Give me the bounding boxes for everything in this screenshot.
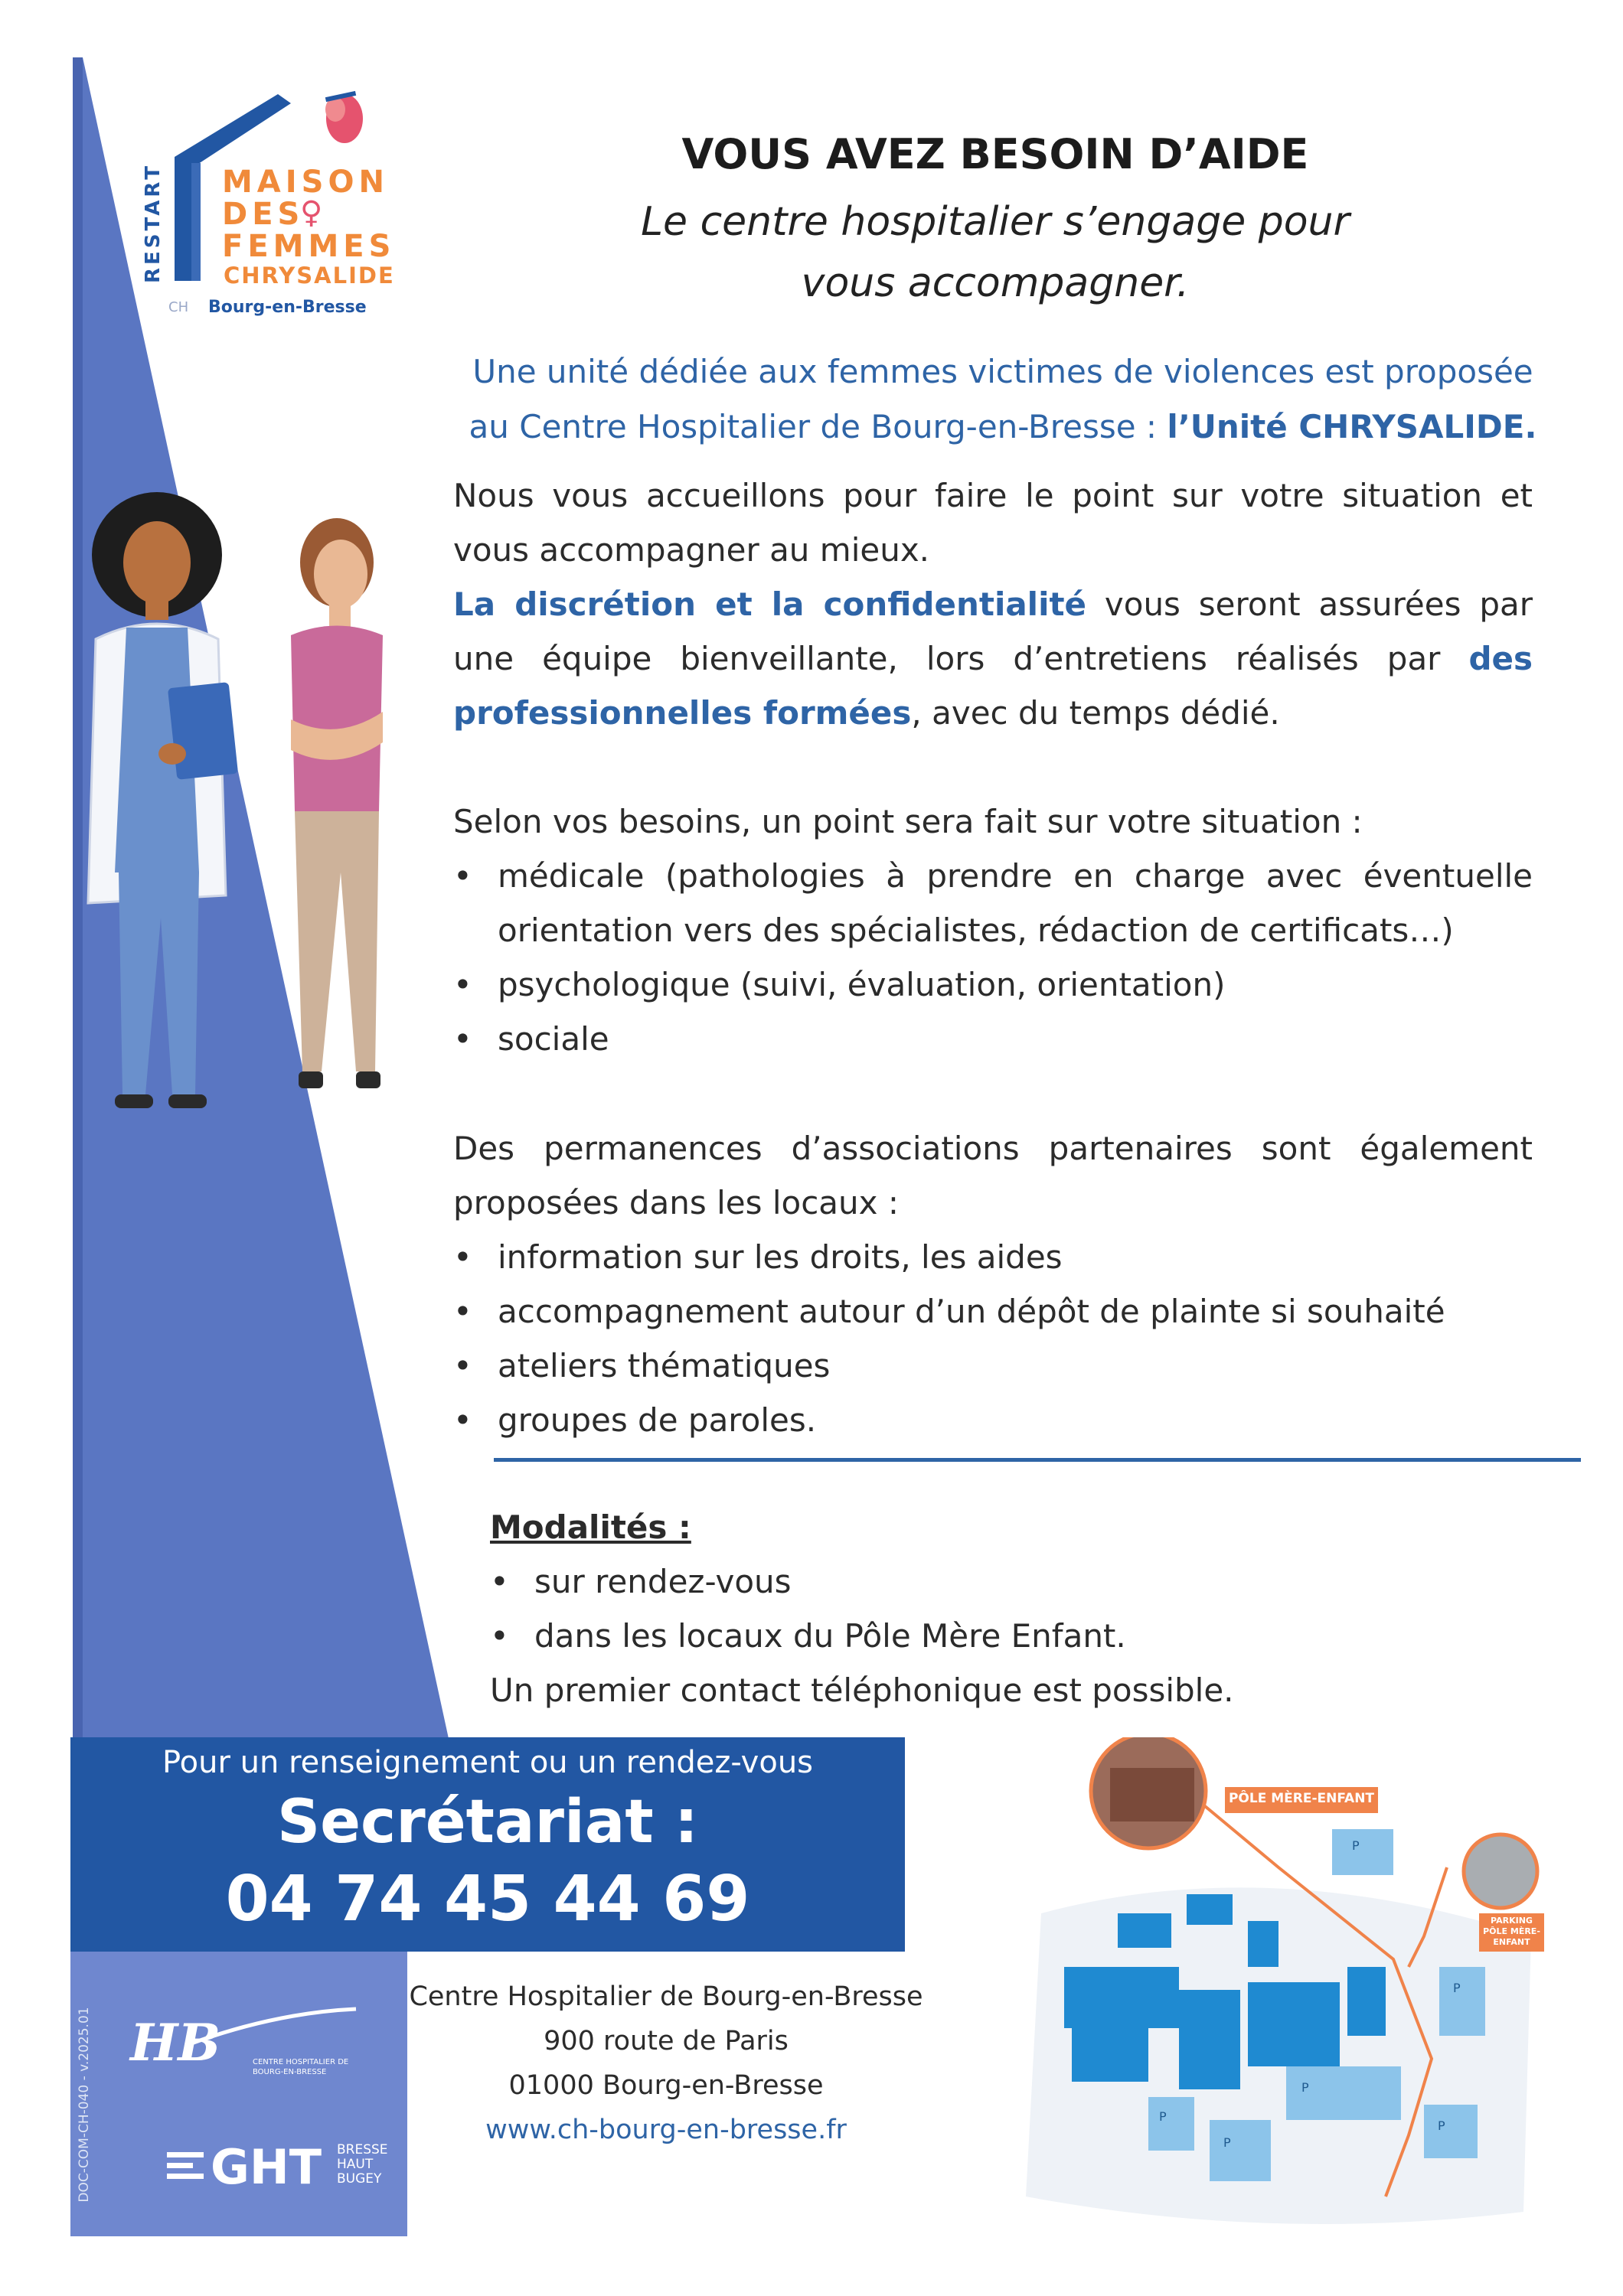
modalities-list <box>490 1554 1577 1663</box>
contact-box <box>70 1737 905 1952</box>
hospital-address <box>360 1975 972 2152</box>
map-parking-marker: P <box>1301 2080 1309 2095</box>
doc-reference: DOC-COM-CH-040 - v.2025.01 <box>77 2007 92 2203</box>
list-item: • groupes de paroles. <box>453 1393 1533 1447</box>
logo-maison-text: MAISON <box>222 165 389 200</box>
ght-subtitle-1: BRESSE <box>337 2142 388 2157</box>
hospital-map <box>995 1737 1546 2242</box>
list-item: • ateliers thématiques <box>453 1339 1533 1393</box>
modalities-section <box>490 1500 1577 1717</box>
modalities-title: Modalités : <box>490 1508 691 1546</box>
page-subtitle <box>459 191 1531 314</box>
logo-femmes-text: FEMMES <box>222 229 396 264</box>
list-item: • sur rendez-vous <box>490 1554 1577 1609</box>
hospital-city: 01000 Bourg-en-Bresse <box>508 2070 824 2101</box>
list-item: • psychologique (suivi, évaluation, orientation) <box>453 957 1533 1012</box>
list-item: • dans les locaux du Pôle Mère Enfant. <box>490 1609 1577 1663</box>
ght-lines-icon <box>167 2152 204 2179</box>
logo-des-text: DES <box>222 197 305 232</box>
map-parking-marker: P <box>1159 2109 1167 2124</box>
campus-map-graphic <box>995 1737 1546 2242</box>
professionals-strong: des professionnelles formées <box>453 640 1533 732</box>
hb-logo-swoosh-icon <box>191 2005 360 2051</box>
needs-lead: Selon vos besoins, un point sera fait sur votre situation : <box>453 803 1363 840</box>
women-illustration <box>73 490 440 1133</box>
needs-section <box>453 794 1533 1066</box>
list-item: • sociale <box>453 1012 1533 1066</box>
logo-chrysalide-text: CHRYSALIDE <box>224 263 395 289</box>
welcome-paragraph: Nous vous accueillons pour faire le point sur votre situation et vous accompagner au mieux. <box>453 477 1533 569</box>
intro-paragraph <box>452 344 1554 455</box>
hb-logo-caption: CENTRE HOSPITALIER DE BOURG-EN-BRESSE <box>253 2058 349 2076</box>
section-divider <box>494 1458 1581 1462</box>
confidentiality-strong: La discrétion et la confidentialité <box>453 585 1087 623</box>
logo-city-text: Bourg-en-Bresse <box>208 298 367 317</box>
hospital-name: Centre Hospitalier de Bourg-en-Bresse <box>409 1981 923 2012</box>
page-title: VOUS AVEZ BESOIN D’AIDE <box>681 130 1309 178</box>
maison-des-femmes-logo <box>138 80 413 325</box>
associations-lead: Des permanences d’associations partenaires sont également proposées dans les locaux : <box>453 1130 1533 1221</box>
map-parking-marker: P <box>1453 1981 1461 1995</box>
map-label-parking: PARKING PÔLE MÈRE-ENFANT <box>1483 1916 1540 1947</box>
contact-intro: Pour un renseignement ou un rendez-vous <box>162 1745 814 1780</box>
associations-section <box>453 1121 1533 1447</box>
list-item: • information sur les droits, les aides <box>453 1230 1533 1284</box>
hospital-website-link[interactable]: www.ch-bourg-en-bresse.fr <box>485 2115 847 2145</box>
phone-number[interactable]: 04 74 45 44 69 <box>225 1863 750 1936</box>
map-parking-marker: P <box>1223 2135 1231 2150</box>
subtitle-line-2: vous accompagner. <box>801 260 1190 306</box>
side-triangle-decoration <box>0 0 459 2296</box>
associations-list <box>453 1230 1533 1447</box>
ght-logo: GHT <box>211 2139 322 2195</box>
list-item: • accompagnement autour d’un dépôt de plainte si souhaité <box>453 1284 1533 1339</box>
ght-subtitle-3: BUGEY <box>337 2171 382 2187</box>
intro-text: Une unité dédiée aux femmes victimes de violences est proposée au Centre Hospitalier de Bourg-en-Bresse : <box>469 353 1533 445</box>
female-symbol-icon: ♀ <box>300 195 323 230</box>
modalities-note: Un premier contact téléphonique est possible. <box>490 1671 1234 1709</box>
ght-subtitle-2: HAUT <box>337 2157 374 2172</box>
subtitle-line-1: Le centre hospitalier s’engage pour <box>641 199 1350 245</box>
welcome-section <box>453 468 1533 740</box>
intro-unit-name: l’Unité CHRYSALIDE. <box>1167 408 1537 445</box>
logo-ch-text: CH <box>168 299 189 315</box>
logo-restart-text: RESTART <box>142 163 165 283</box>
map-parking-marker: P <box>1352 1838 1360 1853</box>
secretariat-label: Secrétariat : <box>276 1788 699 1857</box>
confidentiality-middle: vous seront assurées par une équipe bienveillante, lors d’entretiens réalisés par <box>453 585 1533 677</box>
confidentiality-paragraph <box>453 577 1533 740</box>
confidentiality-end: , avec du temps dédié. <box>911 694 1280 732</box>
map-label-pole: PÔLE MÈRE-ENFANT <box>1228 1791 1375 1806</box>
list-item: • médicale (pathologies à prendre en charge avec éventuelle orientation vers des spécialistes, rédaction de certificats…) <box>453 849 1533 957</box>
needs-list <box>453 849 1533 1066</box>
map-parking-marker: P <box>1438 2118 1445 2133</box>
hospital-street: 900 route de Paris <box>544 2026 789 2056</box>
hb-logo: HB <box>130 2013 221 2073</box>
